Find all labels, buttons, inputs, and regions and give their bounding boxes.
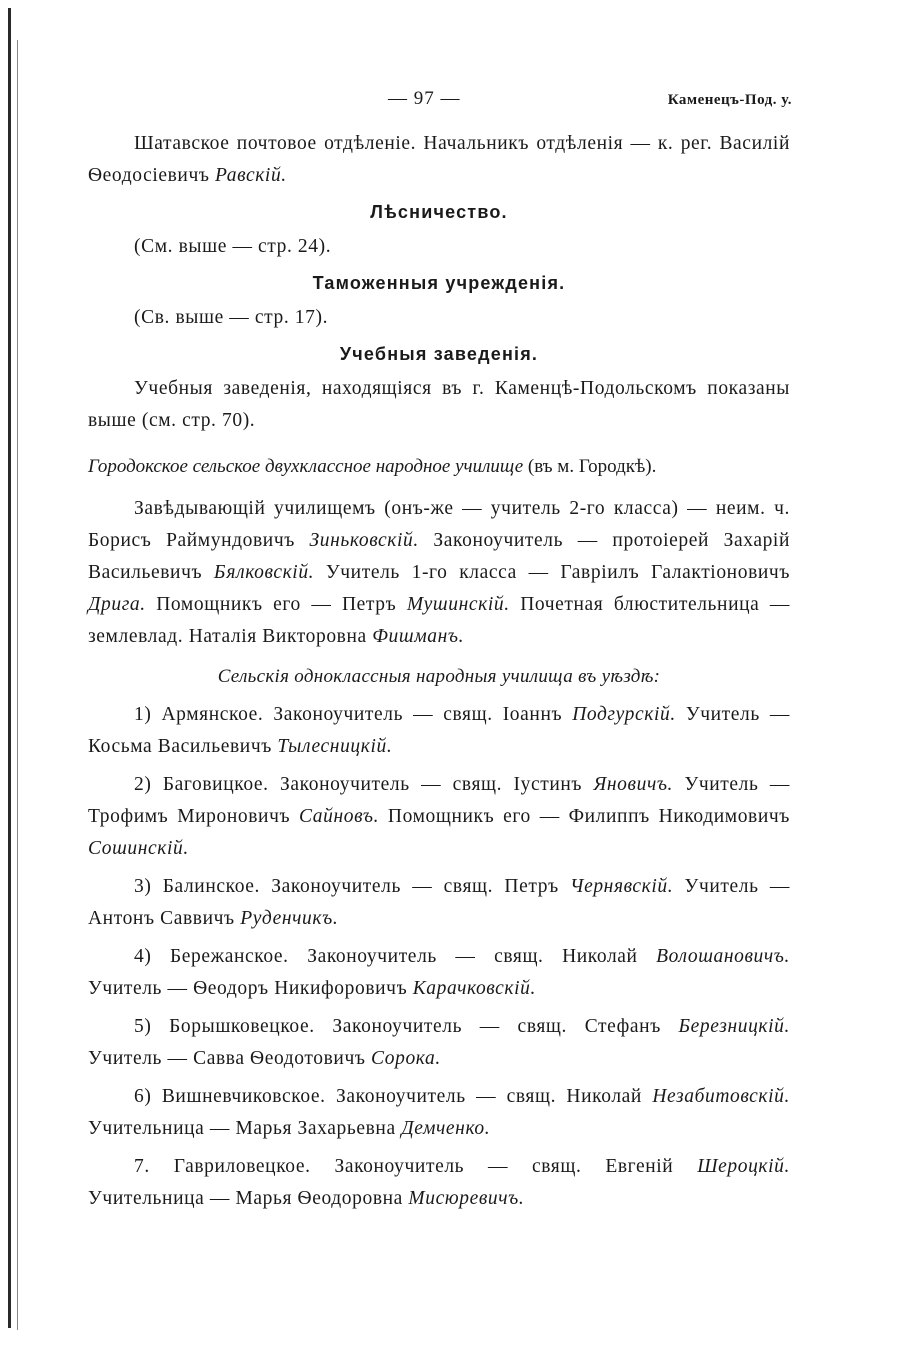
post-office-paragraph: Шатавское почтовое отдѣленіе. Начальникъ отдѣленія — к. рег. Василій Ѳеодосіевичъ Равскій. — [88, 133, 790, 186]
customs-heading: Таможенныя учрежденія. — [312, 273, 566, 293]
running-head: Каменецъ-Под. у. — [667, 92, 792, 108]
list-item: 7. Гавриловецкое. Законоучитель — свящ. Евгеній Шероцкій. Учительница — Марья Ѳеодоровна Мисюревичъ. — [88, 1156, 790, 1209]
schools-heading: Учебныя заведенія. — [339, 344, 539, 364]
gorodok-school-staff: Завѣдывающій училищемъ (онъ-же — учитель 2-го класса) — неим. ч. Борисъ Раймундовичъ Зиньковскій. Законоучитель — протоіерей Захарій Васильевичъ Бялковскій. Учитель 1-го класса — Гавріилъ Галактіоновичъ Дрига. Помощникъ его — Петръ Мушинскій. Почетная блюстительница — землевлад. Наталія Викторовна Фишманъ. — [88, 498, 790, 647]
page-binding-edge — [8, 8, 11, 1328]
list-item: 3) Балинское. Законоучитель — свящ. Петръ Чернявскій. Учитель — Антонъ Саввичъ Руденчикъ. — [88, 876, 790, 929]
list-item: 5) Борышковецкое. Законоучитель — свящ. Стефанъ Березницкій. Учитель — Савва Ѳеодотовичъ Сорока. — [88, 1016, 790, 1069]
customs-reference: (Св. выше — стр. 17). — [134, 307, 329, 328]
postmaster-name: Равскій. — [215, 165, 287, 186]
list-item: 2) Баговицкое. Законоучитель — свящ. Іустинъ Яновичъ. Учитель — Трофимъ Мироновичъ Сайновъ. Помощникъ его — Филиппъ Никодимовичъ Сошинскій. — [88, 774, 790, 859]
schools-reference: Учебныя заведенія, находящіяся въ г. Каменцѣ-Подольскомъ показаны выше (см. стр. 70). — [88, 378, 790, 431]
gorodok-school-title: Городокское сельское двухклассное народное училище (въ м. Городкѣ). — [88, 456, 657, 477]
page-header — [88, 88, 790, 128]
list-item: 1) Армянское. Законоучитель — свящ. Іоаннъ Подгурскій. Учитель — Косьма Васильевичъ Тылесницкій. — [88, 704, 790, 757]
forestry-heading: Лѣсничество. — [370, 202, 508, 222]
forestry-reference: (См. выше — стр. 24). — [134, 236, 332, 257]
list-item: 4) Бережанское. Законоучитель — свящ. Николай Волошановичъ. Учитель — Ѳеодоръ Никифоровичъ Карачковскій. — [88, 946, 790, 999]
village-schools-subheading: Сельскія одноклассныя народныя училища въ уѣздѣ: — [217, 666, 661, 687]
document-page — [88, 88, 790, 1215]
page-binding-shadow — [17, 40, 18, 1330]
list-item: 6) Вишневчиковское. Законоучитель — свящ. Николай Незабитовскій. Учительница — Марья Захарьевна Демченко. — [88, 1086, 790, 1139]
page-number: — 97 — — [388, 88, 461, 109]
